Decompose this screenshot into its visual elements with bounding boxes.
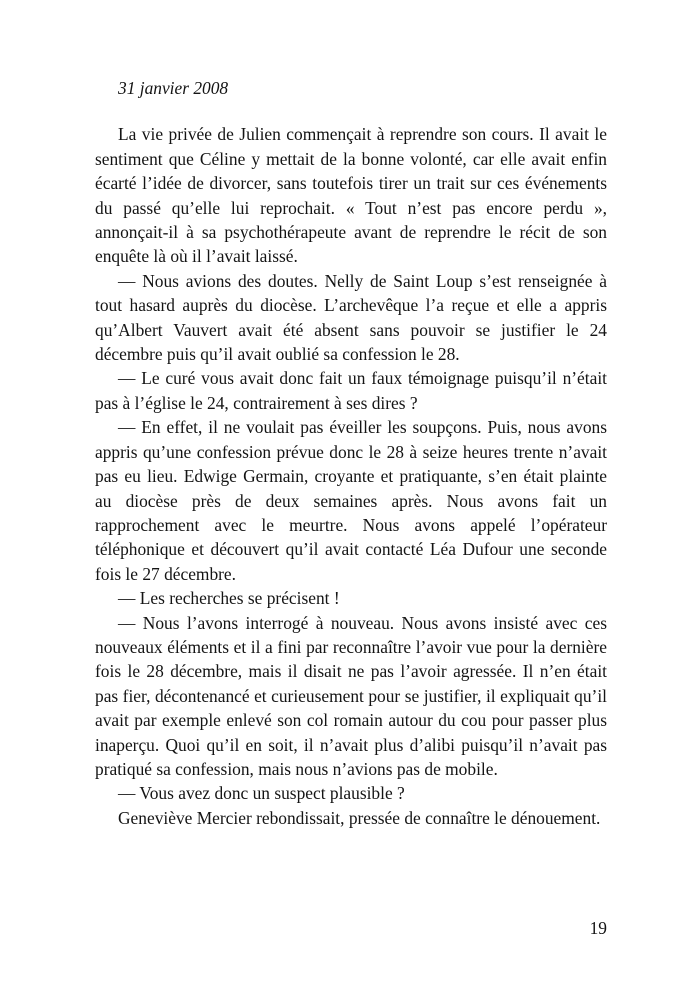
- paragraph-7: — Vous avez donc un suspect plausible ?: [118, 783, 405, 804]
- paragraph-4: — En effet, il ne voulait pas éveiller les soupçons. Puis, nous avons appris qu’une confession prévue donc le 28 à seize heures trente n’avait pas eu lieu. Edwige Germain, croyante et pratiquante, s’en était plainte au diocèse près de deux semaines après. Nous avons fait un rapprochement avec le meurtre. Nous avons appelé l’opérateur téléphonique et découvert qu’il avait contacté Léa Dufour une seconde fois le 27 décembre.: [95, 417, 607, 584]
- page-number: 19: [589, 918, 607, 938]
- paragraph-6: — Nous l’avons interrogé à nouveau. Nous avons insisté avec ces nouveaux éléments et il a fini par reconnaître l’avoir vue pour la dernière fois le 28 décembre, mais il disait ne pas l’avoir agressée. Il n’en était pas fier, décontenancé et curieusement pour se justifier, il expliquait qu’il avait par exemple enlevé son col romain autour du cou pour passer plus inaperçu. Quoi qu’il en soit, il n’avait plus d’alibi puisqu’il n’avait pas pratiqué sa confession, mais nous n’avions pas de mobile.: [95, 612, 607, 779]
- book-page: [95, 76, 607, 830]
- paragraph-5: — Les recherches se précisent !: [118, 588, 340, 609]
- paragraph-1: La vie privée de Julien commençait à reprendre son cours. Il avait le sentiment que Céline y mettait de la bonne volonté, car elle avait enfin écarté l’idée de divorcer, sans toutefois tirer un trait sur ces événements du passé qu’elle lui reprochait. « Tout n’est pas encore perdu », annonçait-il à sa psychothérapeute avant de reprendre le récit de son enquête là où il l’avait laissé.: [95, 124, 607, 267]
- paragraph-8: Geneviève Mercier rebondissait, pressée de connaître le dénouement.: [118, 807, 601, 828]
- paragraph-2: — Nous avions des doutes. Nelly de Saint Loup s’est renseignée à tout hasard auprès du diocèse. L’archevêque l’a reçue et elle a appris qu’Albert Vauvert avait été absent sans pouvoir se justifier le 24 décembre puis qu’il avait oublié sa confession le 28.: [95, 270, 607, 365]
- paragraph-3: — Le curé vous avait donc fait un faux témoignage puisqu’il n’était pas à l’église le 24, contrairement à ses dires ?: [95, 368, 607, 413]
- chapter-date: 31 janvier 2008: [118, 78, 229, 98]
